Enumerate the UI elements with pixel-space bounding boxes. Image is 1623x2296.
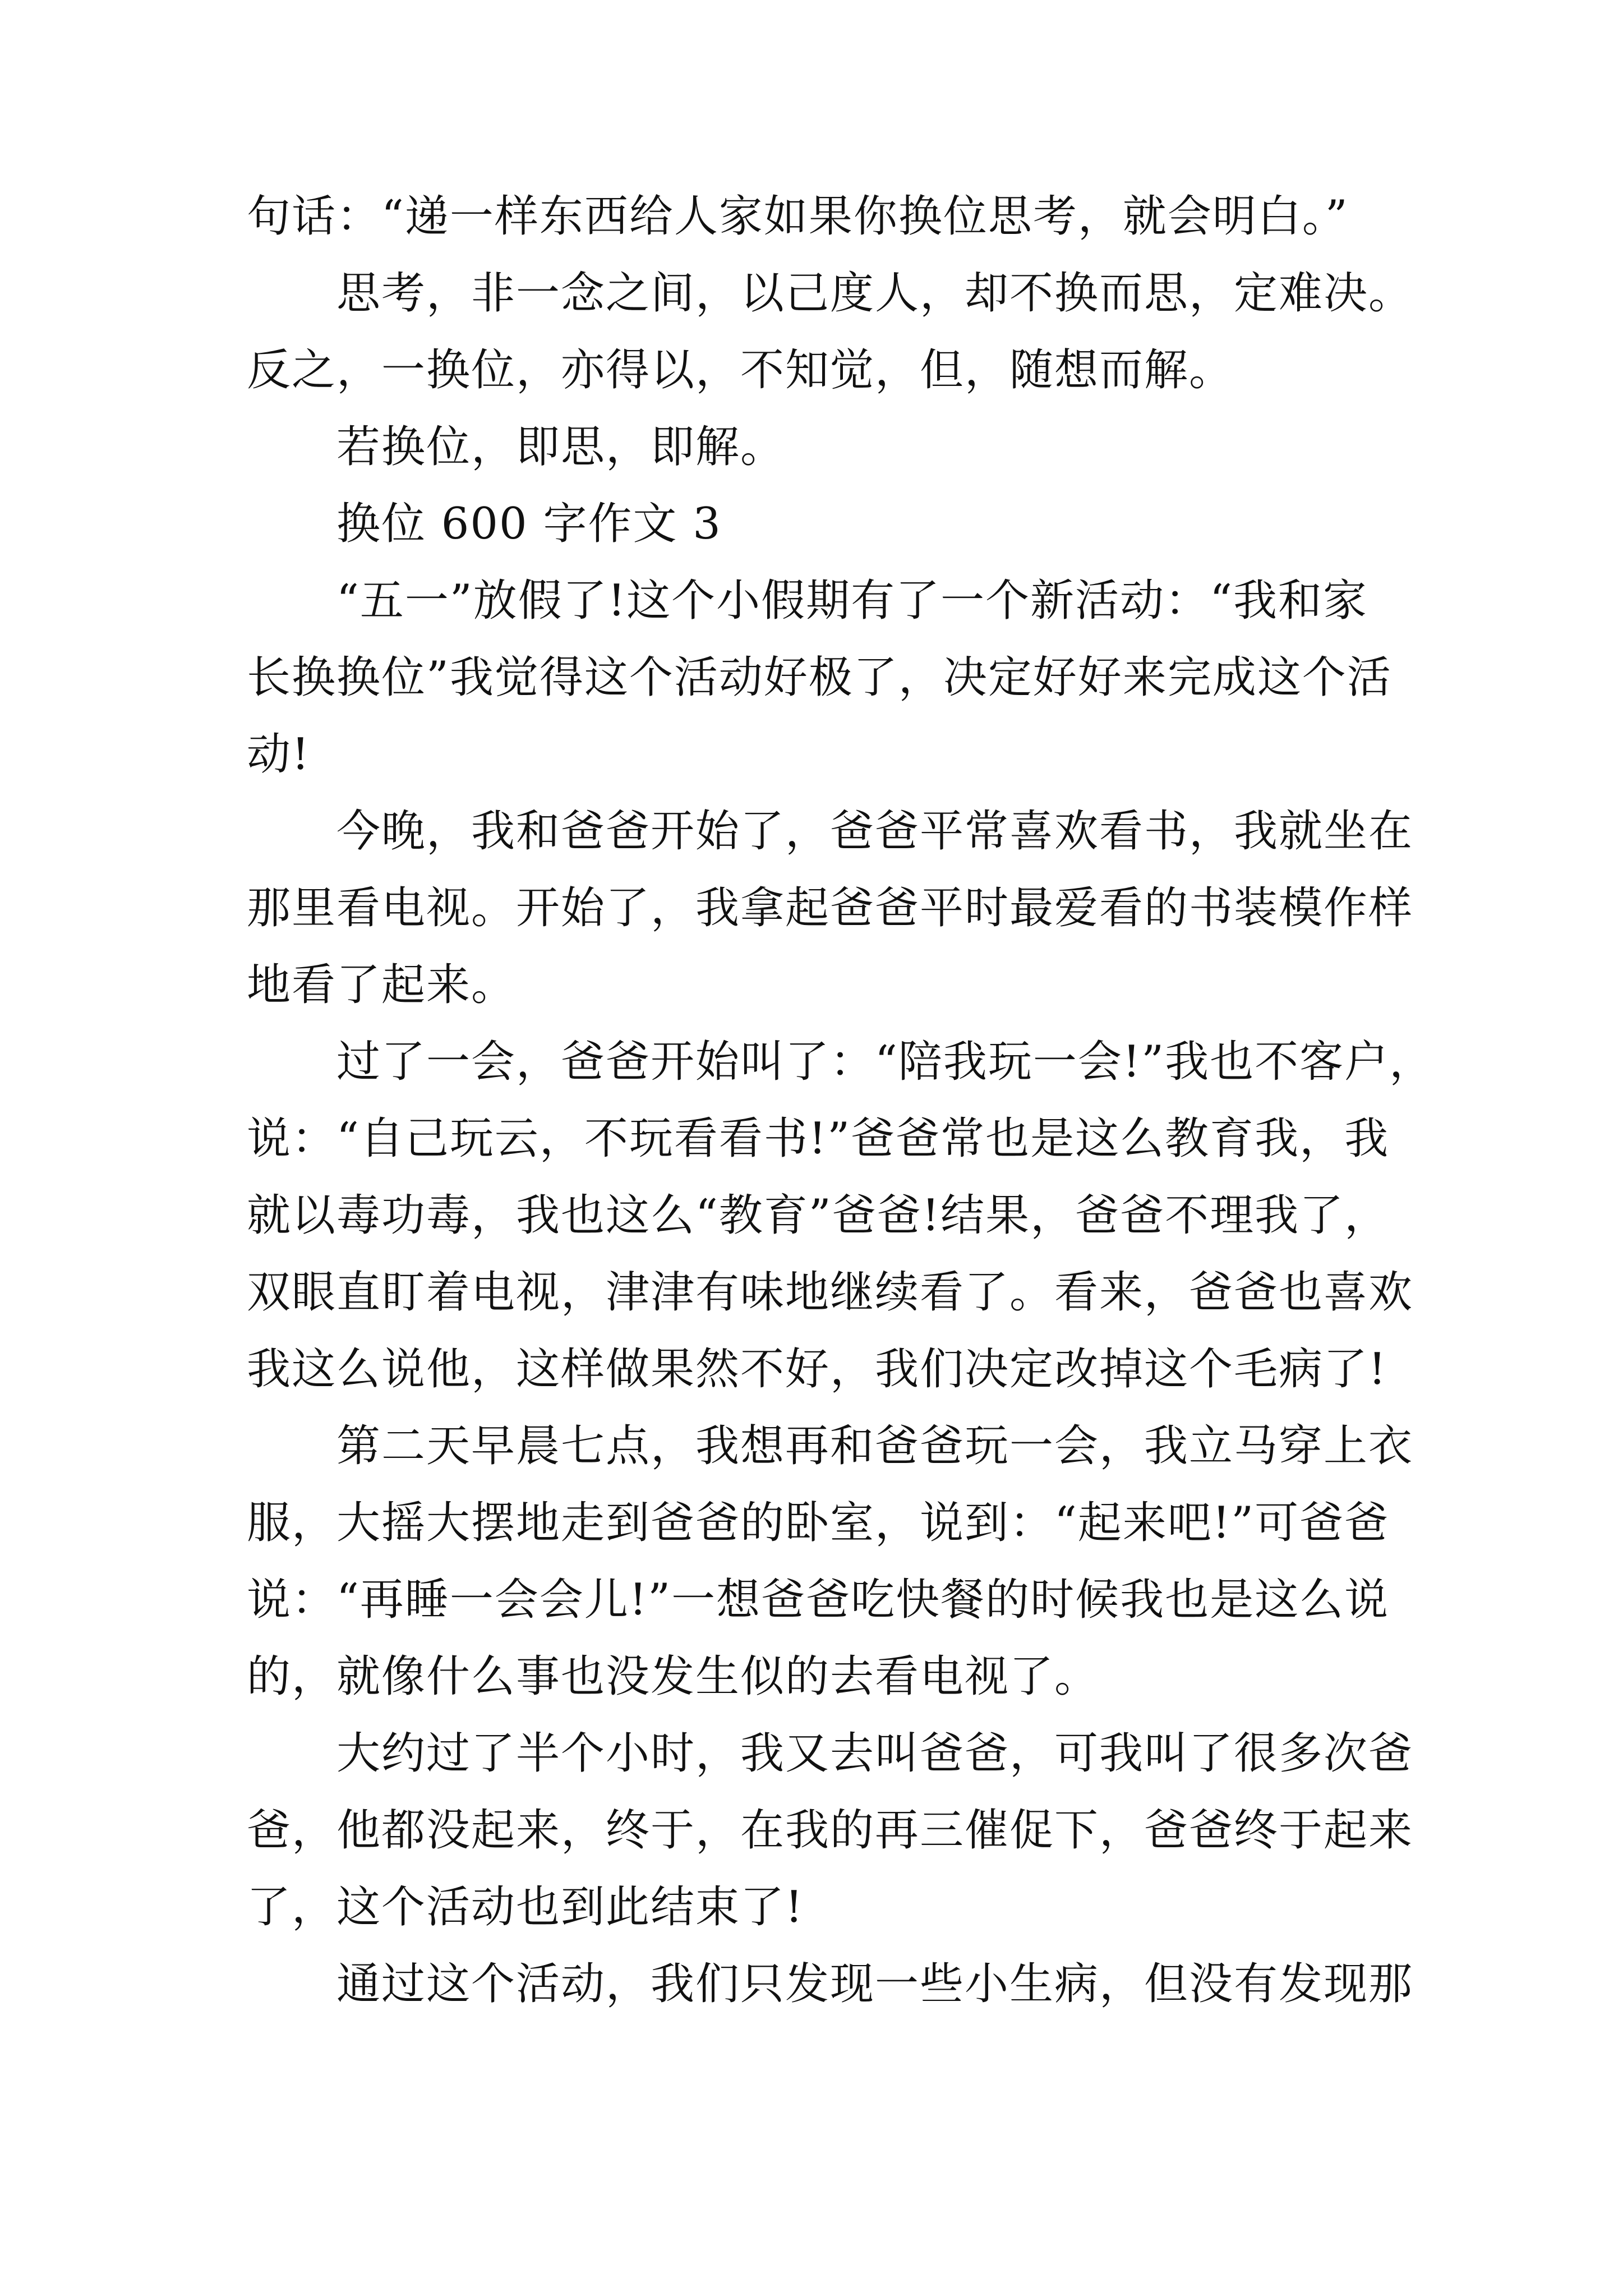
text-line: 通过这个活动，我们只发现一些小生病，但没有发现那 <box>336 1959 1414 2009</box>
text-line: 地看了起来。 <box>247 960 517 1010</box>
text-line: 动! <box>247 729 311 780</box>
text-line: 思考，非一念之间，以己度人，却不换而思，定难决。 <box>336 268 1414 319</box>
text-line: 的，就像什么事也没发生似的去看电视了。 <box>247 1651 1100 1702</box>
text-line: 双眼直盯着电视，津津有味地继续看了。看来，爸爸也喜欢 <box>247 1267 1414 1318</box>
text-line: “五一”放假了!这个小假期有了一个新活动：“我和家 <box>336 576 1368 626</box>
text-line: 爸，他都没起来，终于，在我的再三催促下，爸爸终于起来 <box>247 1805 1414 1856</box>
text-line: 那里看电视。开始了，我拿起爸爸平时最爱看的书装模作样 <box>247 883 1414 933</box>
text-line: 大约过了半个小时，我又去叫爸爸，可我叫了很多次爸 <box>336 1728 1414 1779</box>
text-line: 我这么说他，这样做果然不好，我们决定改掉这个毛病了! <box>247 1344 1387 1395</box>
text-line: 句话：“递一样东西给人家如果你换位思考，就会明白。” <box>247 191 1349 242</box>
essay-text <box>247 178 1435 2023</box>
section-heading: 换位 600 字作文 3 <box>336 499 722 549</box>
text-line: 反之，一换位，亦得以，不知觉，但，随想而解。 <box>247 345 1234 395</box>
text-line: 长换换位”我觉得这个活动好极了，决定好好来完成这个活 <box>247 652 1392 703</box>
text-line: 了，这个活动也到此结束了! <box>247 1882 804 1932</box>
text-line: 若换位，即思，即解。 <box>336 422 786 472</box>
text-line: 过了一会，爸爸开始叫了：“陪我玩一会!”我也不客户， <box>336 1037 1435 1087</box>
text-line: 说：“再睡一会会儿!”一想爸爸吃快餐的时候我也是这么说 <box>247 1575 1390 1625</box>
text-line: 第二天早晨七点，我想再和爸爸玩一会，我立马穿上衣 <box>336 1421 1414 1471</box>
text-line: 今晚，我和爸爸开始了，爸爸平常喜欢看书，我就坐在 <box>336 806 1414 857</box>
text-line: 服，大摇大摆地走到爸爸的卧室，说到：“起来吧!”可爸爸 <box>247 1498 1390 1548</box>
text-line: 就以毒功毒，我也这么“教育”爸爸!结果，爸爸不理我了， <box>247 1190 1390 1241</box>
text-line: 说：“自己玩云，不玩看看书!”爸爸常也是这么教育我，我 <box>247 1114 1390 1164</box>
